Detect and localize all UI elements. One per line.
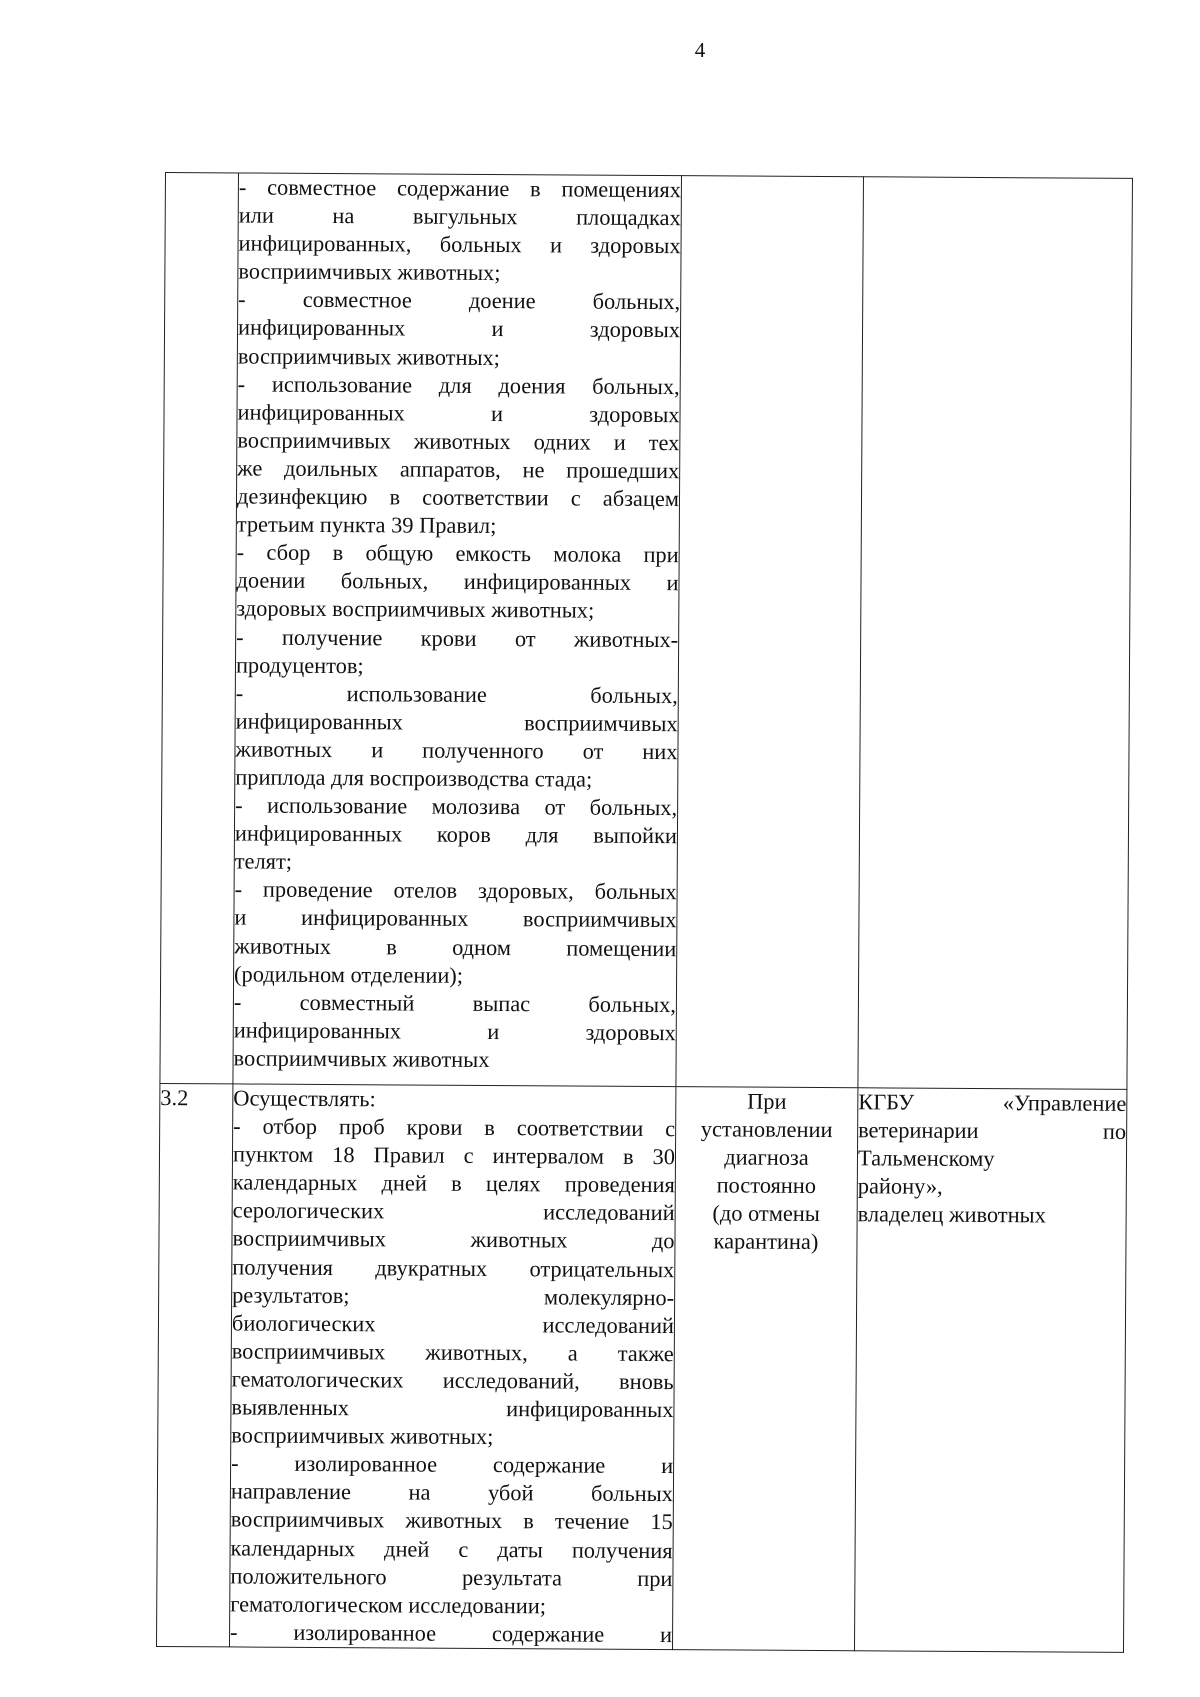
responsible-cell [854,1088,1126,1653]
text-line: инфицированных коров для выпойки [234,820,678,849]
text-line: восприимчивых животных; [237,343,501,370]
text-line: дезинфекцию в соответствии с абзацем [236,483,680,512]
text-line: восприимчивых животных; [231,1422,494,1450]
term-line: карантина) [713,1228,819,1255]
text-line: приплода для воспроизводства стада; [235,764,593,792]
text-line: гематологических исследований, вновь [231,1366,674,1395]
text-line: или на выгульных площадках [238,202,681,231]
text-line: инфицированных восприимчивых [235,708,678,736]
responsible-line: владелец животных [857,1201,1046,1228]
text-line: - изолированное содержание и [231,1450,674,1479]
table-row [160,173,1133,1090]
text-line: - сбор в общую емкость молока при [236,539,679,568]
text-line: животных в одном помещении [234,932,677,961]
text-line: - совместное доение больных, [238,286,681,315]
text-line: восприимчивых животных [233,1045,490,1072]
responsible-line: ветеринарии по [858,1117,1127,1144]
text-line: доении больных, инфицированных и [236,567,679,596]
text-line: - проведение отелов здоровых, больных [234,876,677,905]
text-line: восприимчивых животных до [232,1225,675,1254]
text-line: и инфицированных восприимчивых [234,904,677,933]
text-line: животных и полученного от них [235,736,678,765]
text-line: телят; [234,848,293,875]
text-line: положительного результата при [230,1563,673,1591]
text-line: инфицированных и здоровых [237,314,681,343]
measure-text-cell [229,1084,675,1650]
text-line: восприимчивых животных, а также [231,1338,674,1366]
page-number: 4 [694,38,706,62]
responsible-line: району», [857,1173,943,1200]
table-row [156,1083,1126,1652]
term-cell [676,176,864,1088]
text-line: получения двукратных отрицательных [232,1253,675,1282]
text-line: биологических исследований [231,1310,675,1338]
text-line: восприимчивых животных в течение 15 [230,1506,673,1535]
term-line: установлении [700,1116,833,1143]
text-line: - отбор проб крови в соответствии с [233,1113,676,1142]
text-line: выявленных инфицированных [231,1394,674,1423]
text-line: здоровых восприимчивых животных; [236,595,595,624]
measures-table [156,172,1133,1653]
text-line: результатов; молекулярно- [232,1282,675,1310]
text-line: продуцентов; [235,652,364,678]
text-line: инфицированных и здоровых [237,399,680,427]
text-line: календарных дней в целях проведения [232,1169,675,1198]
term-cell [672,1087,857,1651]
text-line: восприимчивых животных; [238,258,501,286]
text-line: серологических исследований [232,1197,675,1226]
text-line: пунктом 18 Правил с интервалом в 30 [232,1141,676,1170]
text-line: инфицированных и здоровых [233,1017,676,1045]
term-line: постоянно [716,1172,817,1199]
text-line: восприимчивых животных одних и тех [237,427,680,455]
text-line: - совместное содержание в помещениях [238,174,681,203]
text-line: третьим пункта 39 Правил; [236,511,497,539]
text-line: направление на убой больных [230,1478,674,1507]
row-number-cell [160,173,239,1084]
text-line: же доильных аппаратов, не прошедших [237,455,680,484]
text-line: - совместный выпас больных, [233,989,677,1017]
text-line: Осуществлять: [233,1085,376,1112]
text-line: - использование молозива от больных, [235,792,678,821]
term-line: (до отмены [712,1200,820,1227]
measure-text-cell [233,173,682,1087]
text-line: инфицированных, больных и здоровых [238,230,681,259]
row-number-cell: 3.2 [156,1083,232,1646]
responsible-line: КГБУ «Управление [858,1089,1127,1116]
text-line: - использование для доения больных, [237,371,680,399]
responsible-cell [858,177,1133,1090]
text-line: календарных дней с даты получения [230,1534,673,1563]
text-line: гематологическом исследовании; [230,1591,547,1619]
term-line: При [747,1088,787,1114]
text-line: - изолированное содержание и [230,1619,673,1647]
text-line: - использование больных, [235,680,678,708]
responsible-line: Тальменскому [857,1145,995,1172]
text-line: - получение крови от животных- [236,623,679,652]
text-line: (родильном отделении); [234,961,464,988]
term-line: диагноза [724,1144,809,1171]
